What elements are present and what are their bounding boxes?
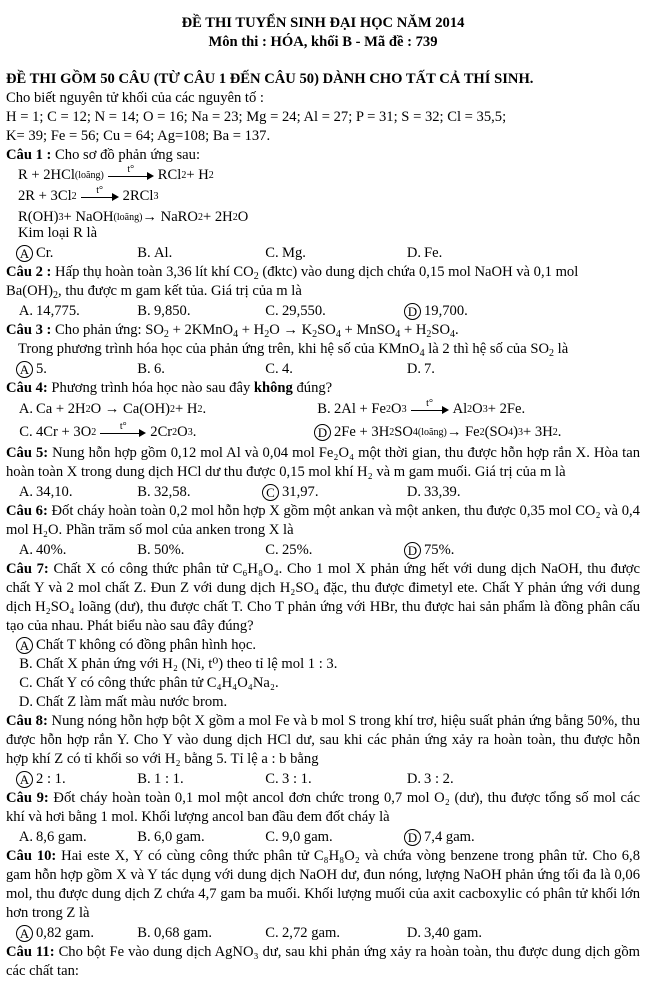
atomic-mass-line-2: K= 39; Fe = 56; Cu = 64; Ag=108; Ba = 137. [6, 128, 271, 144]
q3-option-a[interactable]: A 5. [18, 360, 136, 379]
answer-circle-icon: A [16, 361, 33, 378]
q1-option-c[interactable]: C. Mg. [265, 244, 306, 261]
question-7: Câu 7: Chất X có công thức phân tử C₆H₈O₄. Cho 1 mol X phản ứng hết với dung dịch NaOH, thu được chất Y và 2 mol chất Z. Đun Z với dung dịch H₂SO₄ đặc, thu được đimetyl ete. Chất Y phản ứng với dung dịch H₂SO₄ loãng (dư), thu được chất T. Cho T phản ứng với HBr, thu được hai sản phẩm là đồng phân cấu tạo của nhau. Phát biểu nào sau đây đúng? [6, 561, 640, 634]
question-10: Câu 10: Hai este X, Y có cùng công thức phân tử C₈H₈O₂ và chứa vòng benzene trong phân tử. Cho 6,8 gam hỗn hợp gồm X và Y tác dụng với dung dịch NaOH dư, đun nóng, lượng NaOH phản ứng tối đa là 0,06 mol, thu được dung dịch Z chứa 4,7 gam ba muối. Khối lượng muối của axit cacboxylic có phân tử khối lớn hơn trong Z là [6, 848, 640, 921]
question-6: Câu 6: Đốt cháy hoàn toàn 0,2 mol hỗn hợp X gồm một ankan và một anken, thu được 0,35 mol CO₂ và 0,4 mol H₂O. Phần trăm số mol của anken trong X là [6, 503, 640, 538]
question-9: Câu 9: Đốt cháy hoàn toàn 0,1 mol một ancol đơn chức trong 0,7 mol O₂ (dư), thu được tổng số mol các khí và hơi bằng 1 mol. Khối lượng ancol ban đầu đem đốt cháy là [6, 790, 640, 825]
question-1-text: Cho sơ đồ phản ứng sau: [51, 147, 200, 163]
q5-option-a[interactable]: A. 34,10. [18, 483, 73, 500]
q1-option-b[interactable]: B. Al. [137, 244, 173, 261]
reaction-arrow-icon: t° [108, 171, 154, 181]
q3-option-c[interactable]: C. 4. [265, 360, 293, 377]
question-2: Câu 2 : Hấp thụ hoàn toàn 3,36 lít khí $CO_2$ (đktc) vào dung dịch chứa 0,15 mol NaOH và 0,1 mol $Ba(OH)_2$, thu được m gam kết tủa. Giá trị của m là [6, 264, 579, 301]
atomic-mass-label: Cho biết nguyên tử khối của các nguyên tố : [6, 90, 264, 106]
q6-options [6, 540, 640, 560]
q4-option-b[interactable]: B. 2Al + Fe 2 O 3 t° Al 2 O 3 + 2Fe. [317, 397, 526, 417]
q9-option-d[interactable]: D 7,4 gam. [406, 828, 524, 847]
q1-reaction-1: R + 2HCl (loãng) t° RCl 2 + H 2 [18, 163, 214, 183]
answer-circle-icon: A [16, 925, 33, 942]
q6-option-d[interactable]: D 75%. [406, 541, 524, 560]
question-1 [6, 146, 640, 165]
q1-reaction-2: 2R + 3Cl 2 t° 2RCl 3 [18, 184, 159, 204]
section-heading: ĐỀ THI GỒM 50 CÂU (TỪ CÂU 1 ĐẾN CÂU 50) DÀNH CHO TẤT CẢ THÍ SINH. [6, 71, 534, 87]
q3-options [6, 359, 640, 379]
q9-options [6, 827, 640, 847]
answer-circle-icon: D [314, 424, 331, 441]
q2-option-a[interactable]: A. 14,775. [18, 302, 80, 319]
answer-circle-icon: A [16, 637, 33, 654]
q6-option-a[interactable]: A. 40%. [18, 541, 67, 558]
q9-option-b[interactable]: B. 6,0 gam. [137, 828, 205, 845]
q9-option-a[interactable]: A. 8,6 gam. [18, 828, 87, 845]
answer-circle-icon: D [404, 542, 421, 559]
question-1-prompt: Kim loại R là [18, 225, 98, 241]
q4-option-c[interactable]: C. 4Cr + 3O 2 t° 2Cr 2 O 3 . [19, 420, 197, 440]
q4-options-row-2 [6, 421, 640, 444]
q9-option-c[interactable]: C. 9,0 gam. [265, 828, 333, 845]
answer-circle-icon: D [404, 303, 421, 320]
q2-option-c[interactable]: C. 29,550. [265, 302, 326, 319]
exam-page [0, 14, 640, 980]
q7-options [6, 636, 640, 712]
q10-option-a[interactable]: A 0,82 gam. [18, 924, 136, 943]
q4-option-d[interactable]: D 2Fe + 3H 2 SO 4(loãng) → Fe 2 (SO 4 ) 3 + 3H 2 . [316, 423, 614, 442]
question-11: Câu 11: Cho bột Fe vào dung dịch AgNO₃ dư, sau khi phản ứng xảy ra hoàn toàn, thu được dung dịch gồm các chất tan: [6, 944, 640, 979]
q6-option-b[interactable]: B. 50%. [137, 541, 185, 558]
exam-title: ĐỀ THI TUYỂN SINH ĐẠI HỌC NĂM 2014 [181, 15, 465, 31]
q7-option-d[interactable]: D. Chất Z làm mất màu nước brom. [18, 694, 228, 710]
q10-option-d[interactable]: D. 3,40 gam. [406, 924, 482, 941]
q8-option-b[interactable]: B. 1 : 1. [137, 770, 184, 787]
q1-reaction-3: R(OH) 3 + NaOH (loãng) → NaRO 2 + 2H 2 O [18, 209, 249, 225]
q10-option-b[interactable]: B. 0,68 gam. [137, 924, 212, 941]
question-5: Câu 5: Nung hỗn hợp gồm 0,12 mol Al và 0,04 mol Fe₂O₄ một thời gian, thu được hỗn hợp rắn X. Hòa tan hoàn toàn X trong dung dịch HCl dư thu được 0,15 mol khí H₂ và m gam muối. Giá trị của m là [6, 445, 640, 480]
q8-option-a[interactable]: A 2 : 1. [18, 770, 136, 789]
q10-options [6, 923, 640, 943]
reaction-arrow-icon: t° [81, 192, 119, 202]
q5-option-b[interactable]: B. 32,58. [137, 483, 191, 500]
q2-options [6, 301, 640, 321]
q2-option-b[interactable]: B. 9,850. [137, 302, 191, 319]
q8-options [6, 769, 640, 789]
exam-subtitle: Môn thi : HÓA, khối B - Mã đề : 739 [208, 34, 438, 50]
answer-circle-icon: A [16, 771, 33, 788]
q7-option-b[interactable]: B. Chất X phản ứng với H₂ (Ni, t⁰) theo tỉ lệ mol 1 : 3. [19, 656, 338, 672]
reaction-arrow-icon: t° [100, 428, 146, 438]
question-4: Câu 4: Phương trình hóa học nào sau đây không đúng? [6, 380, 333, 396]
answer-circle-icon: C [262, 484, 279, 501]
atomic-mass-line-1: H = 1; C = 12; N = 14; O = 16; Na = 23; Mg = 24; Al = 27; P = 31; S = 32; Cl = 35,5; [6, 109, 507, 125]
q1-option-d[interactable]: D. Fe. [406, 244, 443, 261]
reaction-arrow-icon: t° [411, 405, 449, 415]
question-3-note: Trong phương trình hóa học của phản ứng trên, khi hệ số của KMnO$_4$ là 2 thì hệ số của $SO_2$ là [18, 341, 569, 359]
q7-option-c[interactable]: C. Chất Y có công thức phân tử C₄H₄O₄Na₂. [19, 675, 279, 691]
answer-circle-icon: D [404, 829, 421, 846]
q5-option-d[interactable]: D. 33,39. [406, 483, 461, 500]
q3-option-d[interactable]: D. 7. [406, 360, 435, 377]
q2-option-d[interactable]: D 19,700. [406, 302, 524, 321]
question-3: Câu 3 : Cho phản ứng: $SO_2$ + 2KMnO$_4$ + $H_2O \to K_2SO_4$ + MnSO$_4$ + $H_2SO_4$. [6, 322, 459, 340]
answer-circle-icon: A [16, 245, 33, 262]
q1-options [6, 243, 640, 263]
q8-option-d[interactable]: D. 3 : 2. [406, 770, 454, 787]
q1-option-a[interactable]: A Cr. [18, 244, 136, 263]
q4-option-a[interactable]: A. Ca + 2H 2 O → Ca(OH) 2 + H 2 . [18, 401, 207, 417]
q5-option-c[interactable]: C 31,97. [264, 483, 406, 502]
q8-option-c[interactable]: C. 3 : 1. [265, 770, 312, 787]
question-1-label: Câu 1 : [6, 147, 52, 163]
q10-option-c[interactable]: C. 2,72 gam. [265, 924, 340, 941]
q3-option-b[interactable]: B. 6. [137, 360, 165, 377]
q5-options [6, 482, 640, 502]
question-8: Câu 8: Nung nóng hỗn hợp bột X gồm a mol Fe và b mol S trong khí trơ, hiệu suất phản ứng bằng 50%, thu được hỗn hợp rắn Y. Cho Y vào dung dịch HCl dư, sau khi các phản ứng xảy ra hoàn toàn, thu được hỗn hợp khí Z có tỉ khối so với H₂ bằng 5. Tỉ lệ a : b bằng [6, 713, 640, 767]
q6-option-c[interactable]: C. 25%. [265, 541, 313, 558]
q7-option-a[interactable]: A Chất T không có đồng phân hình học. [6, 636, 640, 655]
